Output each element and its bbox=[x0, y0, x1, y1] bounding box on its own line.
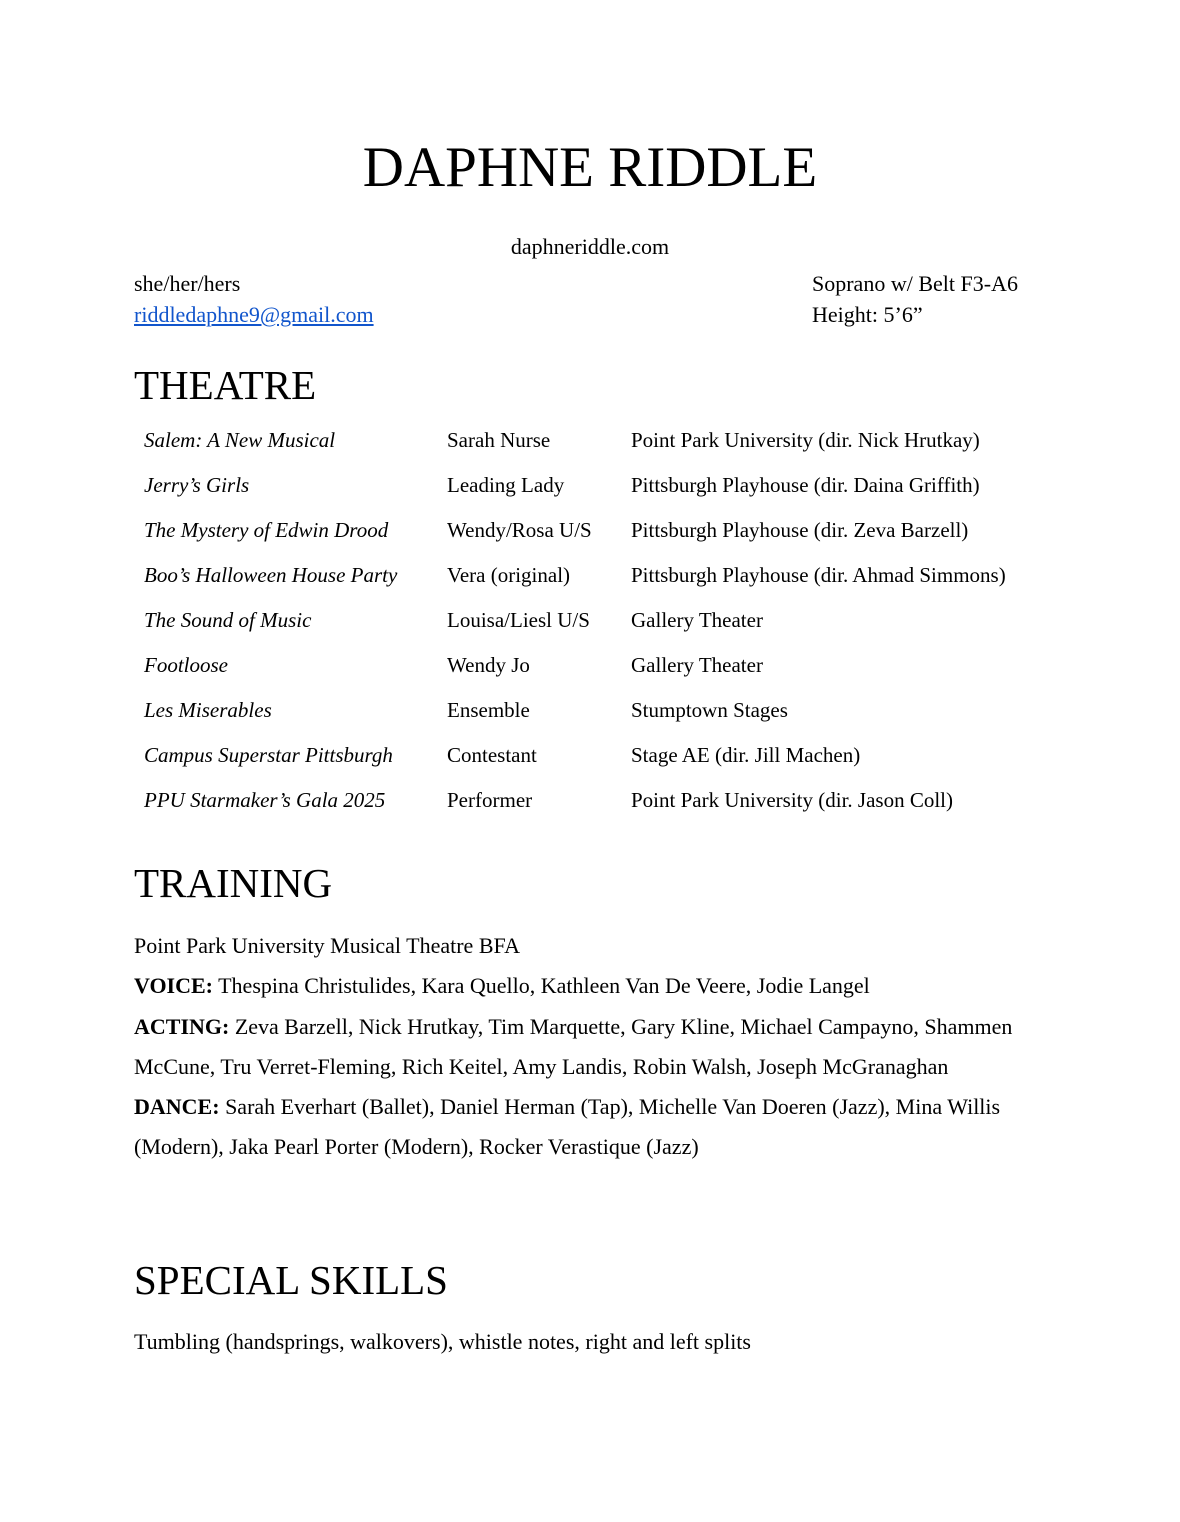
voice-label: VOICE: bbox=[134, 973, 214, 999]
dance-teachers: Sarah Everhart (Ballet), Daniel Herman (Tap), Michelle Van Doeren (Jazz), Mina Willis (Modern), Jaka Pearl Porter (Modern), Rocker Verastique (Jazz) bbox=[134, 1094, 1001, 1160]
credit-venue: Point Park University (dir. Nick Hrutkay) bbox=[631, 428, 980, 452]
credit-row bbox=[144, 604, 1044, 649]
credit-show: The Sound of Music bbox=[144, 608, 312, 632]
height-text: Height: 5’6” bbox=[812, 302, 923, 327]
training-voice bbox=[134, 966, 1014, 1006]
skills-heading: SPECIAL SKILLS bbox=[134, 1257, 448, 1303]
credit-show: PPU Starmaker’s Gala 2025 bbox=[144, 788, 386, 812]
resume-name: DAPHNE RIDDLE bbox=[362, 136, 818, 199]
theatre-credits bbox=[144, 424, 1044, 829]
credit-show: Campus Superstar Pittsburgh bbox=[144, 743, 393, 767]
credit-role: Contestant bbox=[447, 743, 537, 767]
credit-show: Salem: A New Musical bbox=[144, 428, 336, 452]
credit-row bbox=[144, 649, 1044, 694]
website-text: daphneriddle.com bbox=[510, 234, 670, 259]
theatre-heading: THEATRE bbox=[134, 362, 317, 408]
acting-teachers: Zeva Barzell, Nick Hrutkay, Tim Marquette, Gary Kline, Michael Campayno, Shammen McCune, Tru Verret-Fleming, Rich Keitel, Amy Landis, Robin Walsh, Joseph McGranaghan bbox=[134, 1013, 1013, 1079]
credit-venue: Pittsburgh Playhouse (dir. Zeva Barzell) bbox=[631, 518, 969, 542]
training-acting bbox=[134, 1007, 1014, 1088]
credit-venue: Point Park University (dir. Jason Coll) bbox=[631, 788, 953, 812]
credit-show: Footloose bbox=[144, 653, 228, 677]
credit-role: Vera (original) bbox=[447, 563, 571, 587]
voice-type-text: Soprano w/ Belt F3-A6 bbox=[812, 271, 1018, 296]
credit-venue: Gallery Theater bbox=[631, 608, 763, 632]
pronouns-text: she/her/hers bbox=[134, 271, 241, 296]
training-dance bbox=[134, 1087, 1014, 1168]
credit-row bbox=[144, 559, 1044, 604]
credit-role: Wendy Jo bbox=[447, 653, 530, 677]
credit-show: The Mystery of Edwin Drood bbox=[144, 518, 389, 542]
training-program: Point Park University Musical Theatre BFA bbox=[134, 933, 520, 958]
contact-right bbox=[812, 268, 1018, 330]
credit-row bbox=[144, 694, 1044, 739]
credit-role: Wendy/Rosa U/S bbox=[447, 518, 592, 542]
credit-venue: Pittsburgh Playhouse (dir. Ahmad Simmons) bbox=[631, 563, 1006, 587]
dance-label: DANCE: bbox=[134, 1094, 220, 1120]
credit-venue: Gallery Theater bbox=[631, 653, 763, 677]
credit-row bbox=[144, 469, 1044, 514]
credit-show: Jerry’s Girls bbox=[144, 473, 250, 497]
credit-role: Louisa/Liesl U/S bbox=[447, 608, 590, 632]
credit-show: Boo’s Halloween House Party bbox=[144, 563, 398, 587]
acting-label: ACTING: bbox=[134, 1013, 230, 1039]
email-link[interactable]: riddledaphne9@gmail.com bbox=[134, 302, 374, 327]
credit-row bbox=[144, 739, 1044, 784]
credit-row bbox=[144, 784, 1044, 829]
credit-role: Sarah Nurse bbox=[447, 428, 551, 452]
training-heading: TRAINING bbox=[134, 860, 333, 906]
credit-role: Ensemble bbox=[447, 698, 530, 722]
voice-teachers: Thespina Christulides, Kara Quello, Kathleen Van De Veere, Jodie Langel bbox=[213, 973, 870, 999]
credit-row bbox=[144, 424, 1044, 469]
training-section bbox=[134, 926, 1014, 1168]
credit-row bbox=[144, 514, 1044, 559]
skills-text: Tumbling (handsprings, walkovers), whistle notes, right and left splits bbox=[134, 1329, 751, 1354]
credit-role: Performer bbox=[447, 788, 533, 812]
credit-role: Leading Lady bbox=[447, 473, 565, 497]
credit-venue: Stumptown Stages bbox=[631, 698, 788, 722]
credit-venue: Stage AE (dir. Jill Machen) bbox=[631, 743, 861, 767]
credit-venue: Pittsburgh Playhouse (dir. Daina Griffith) bbox=[631, 473, 980, 497]
contact-left bbox=[134, 268, 374, 330]
credit-show: Les Miserables bbox=[144, 698, 272, 722]
